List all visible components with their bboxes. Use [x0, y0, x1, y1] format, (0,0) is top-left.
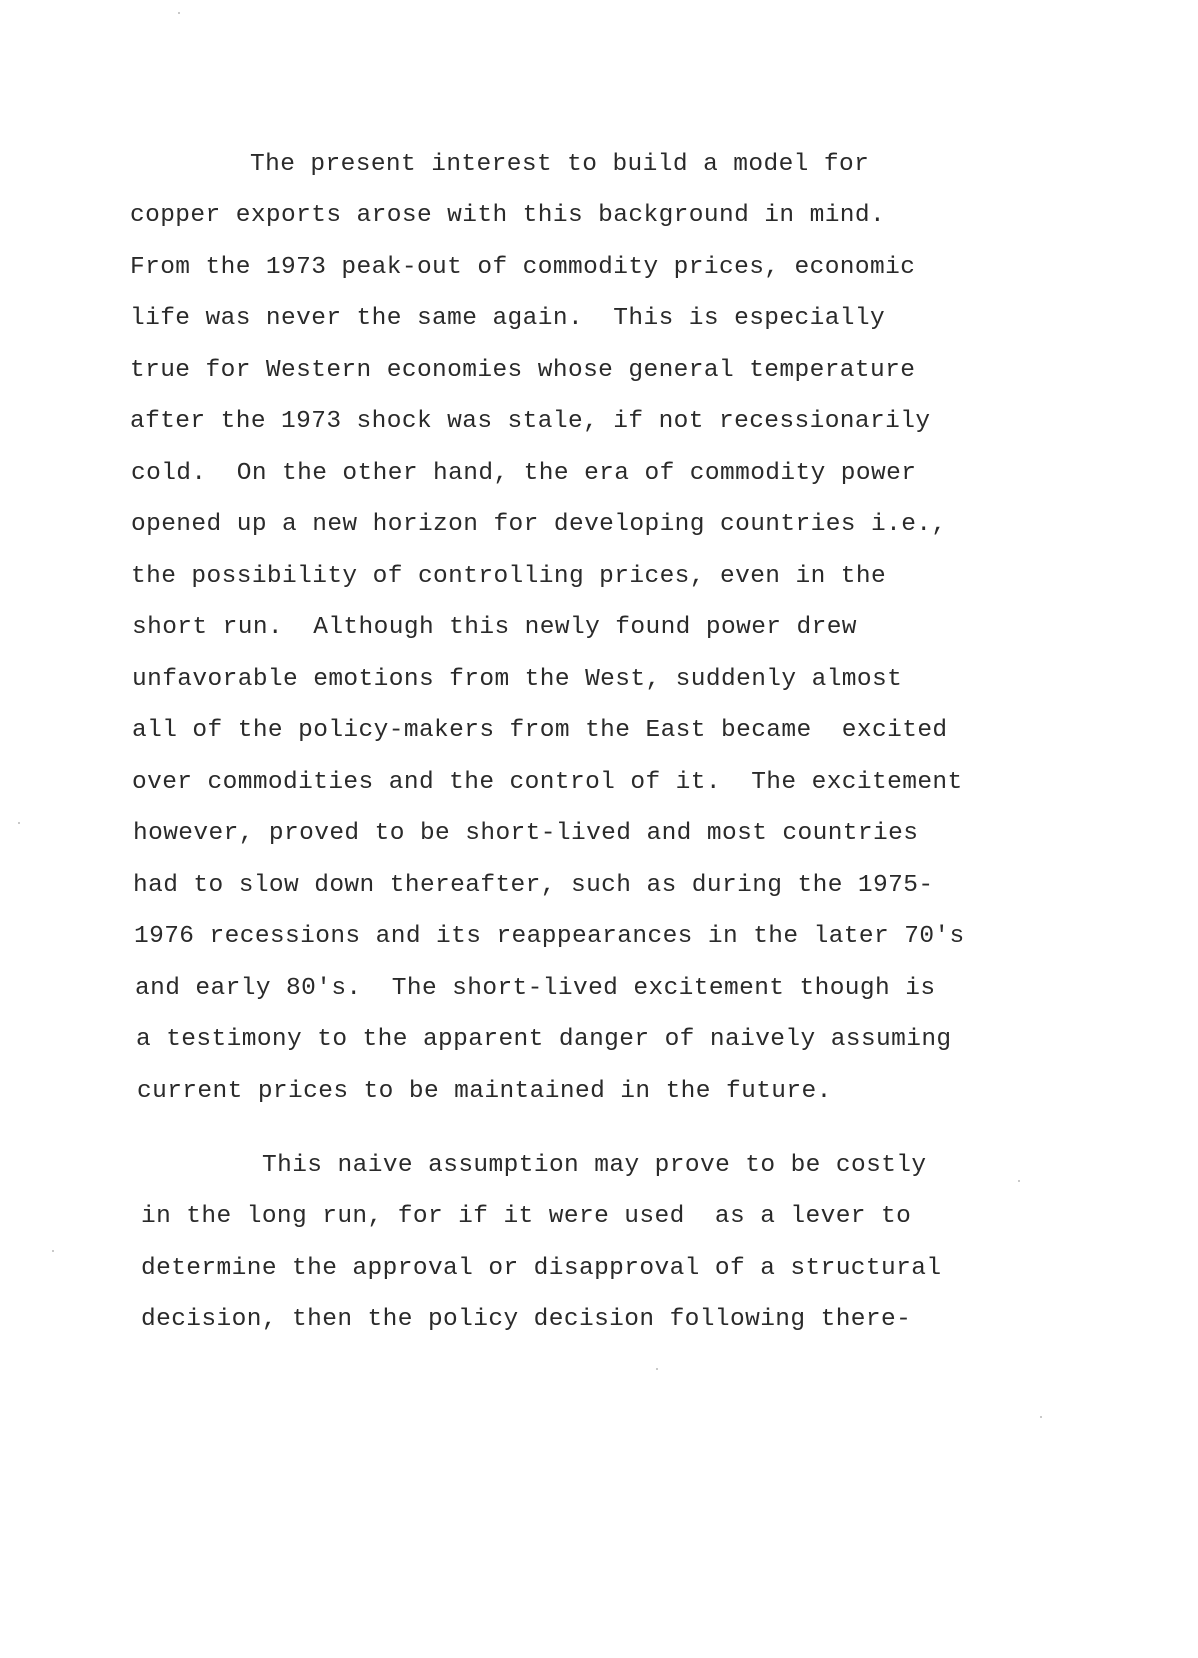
text-line: determine the approval or disapproval of a structural	[141, 1255, 942, 1282]
text-line: life was never the same again. This is especially	[130, 305, 886, 332]
text-line: and early 80's. The short-lived excitement though is	[135, 975, 936, 1002]
text-line: short run. Although this newly found power drew	[132, 614, 857, 641]
text-line: over commodities and the control of it. The excitement	[132, 769, 963, 796]
text-line: unfavorable emotions from the West, suddenly almost	[132, 666, 903, 693]
scan-speck	[178, 12, 180, 14]
scan-speck	[52, 1250, 54, 1252]
scan-speck	[656, 1368, 658, 1370]
text-line: copper exports arose with this background in mind.	[130, 202, 886, 229]
scan-speck	[1018, 1180, 1020, 1182]
text-line: in the long run, for if it were used as a lever to	[141, 1203, 912, 1230]
text-line: a testimony to the apparent danger of naively assuming	[136, 1026, 952, 1053]
text-line: From the 1973 peak-out of commodity prices, economic	[130, 254, 916, 281]
text-line: The present interest to build a model for	[250, 151, 870, 178]
text-line: true for Western economies whose general temperature	[130, 357, 916, 384]
text-line: however, proved to be short-lived and most countries	[133, 820, 919, 847]
text-line: opened up a new horizon for developing countries i.e.,	[131, 511, 947, 538]
text-line: This naive assumption may prove to be costly	[262, 1152, 927, 1179]
text-line: had to slow down thereafter, such as during the 1975-	[133, 872, 934, 899]
scan-speck	[1040, 1416, 1042, 1418]
text-line: after the 1973 shock was stale, if not recessionarily	[130, 408, 931, 435]
text-line: the possibility of controlling prices, even in the	[131, 563, 887, 590]
text-line: cold. On the other hand, the era of commodity power	[131, 460, 917, 487]
text-line: all of the policy-makers from the East became excited	[132, 717, 948, 744]
text-line: current prices to be maintained in the future.	[137, 1078, 832, 1105]
scan-speck	[18, 822, 20, 824]
text-line: 1976 recessions and its reappearances in the later 70's	[134, 923, 965, 950]
text-line: decision, then the policy decision following there-	[141, 1306, 912, 1333]
